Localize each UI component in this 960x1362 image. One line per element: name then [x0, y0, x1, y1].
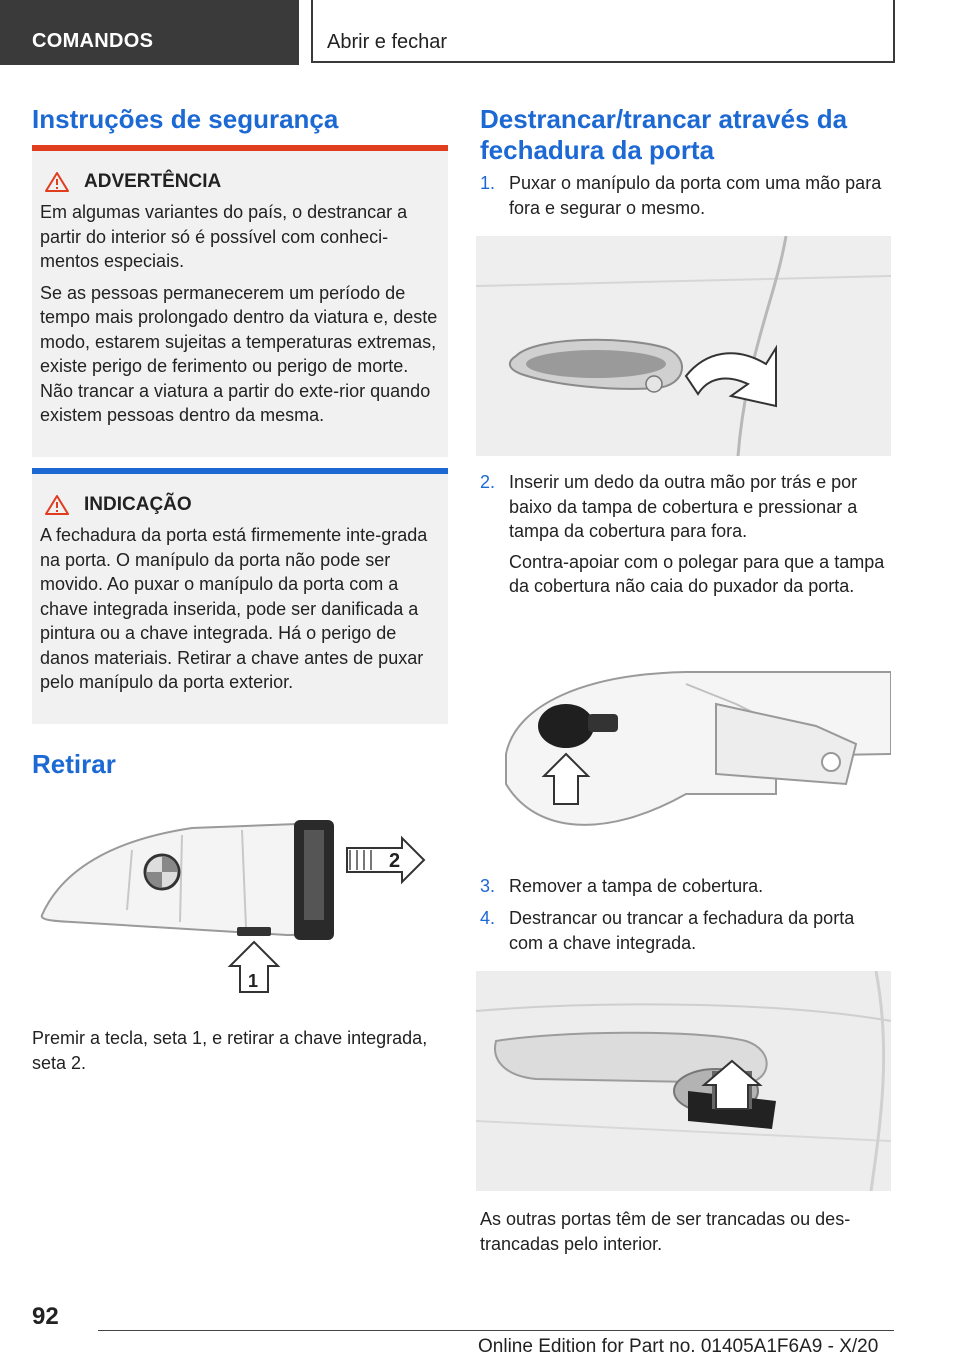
step-1-text: Puxar o manípulo da porta com uma mão para fora e segurar o mesmo.: [509, 173, 882, 218]
step-4-text: Destrancar ou trancar a fechadura da porta com a chave integrada.: [509, 908, 855, 953]
step-1-number: 1.: [480, 173, 496, 193]
remove-title: Retirar: [32, 749, 116, 779]
step-1: [480, 171, 890, 220]
note-box: [32, 468, 448, 724]
warning-label: ADVERTÊNCIA: [84, 171, 222, 192]
header-section-tab: [0, 0, 299, 65]
key-in-lock-illustration: [476, 971, 891, 1191]
cover-cap-illustration: [476, 664, 891, 844]
edition-text: Online Edition for Part no. 01405A1F6A9 - X/20: [478, 1336, 879, 1357]
warning-text-1: Em algumas variantes do país, o destrancar a partir do interior só é possível com conheci-mentos especiais.: [40, 202, 408, 271]
safety-title: Instruções de segurança: [32, 104, 339, 134]
header-chapter-box: [311, 0, 895, 63]
warning-box: [32, 145, 448, 457]
step-4: [480, 906, 890, 955]
warning-text-2: Se as pessoas permanecerem um período de tempo mais prolongado dentro da viatura e, deste modo, estarem sujeitas a temperaturas extremas, existe perigo de ferimento ou perigo de morte. Não trancar a viatura a partir do exte-rior quando existem pessoas dentro da mesma.: [40, 282, 438, 425]
step-2-extra-text: Contra-apoiar com o polegar para que a tampa da cobertura não caia do puxador da porta.: [509, 551, 885, 596]
page-number: 92: [32, 1303, 59, 1330]
warning-triangle-icon: [44, 171, 70, 193]
step-3: [480, 874, 890, 899]
step-3-number: 3.: [480, 876, 496, 896]
arrow-2-label: 2: [389, 850, 401, 872]
step-2-text: Inserir um dedo da outra mão por trás e por baixo da tampa de cobertura e pressionar a tampa da cobertura para fora.: [509, 472, 858, 541]
step-3-text: Remover a tampa de cobertura.: [509, 876, 764, 896]
door-handle-pull-illustration: [476, 236, 891, 456]
closing-text: As outras portas têm de ser trancadas ou des-trancadas pelo interior.: [480, 1209, 851, 1254]
header-section-label: COMANDOS: [32, 30, 154, 52]
key-removal-illustration: [32, 810, 448, 1010]
step-2: [480, 470, 890, 599]
step-4-number: 4.: [480, 908, 496, 928]
remove-instruction: Premir a tecla, seta 1, e retirar a chave integrada, seta 2.: [32, 1028, 428, 1073]
note-text: A fechadura da porta está firmemente inte-grada na porta. O manípulo da porta não pode ser movido. Ao puxar o manípulo da porta com a chave integrada inserida, pode ser danificada a pintura ou a chave integrada. Há o perigo de danos materiais. Retirar a chave antes de puxar pelo manípulo da porta exterior.: [40, 525, 428, 692]
unlock-title: Destrancar/trancar através da fechadura da porta: [480, 104, 848, 165]
note-label: INDICAÇÃO: [84, 494, 192, 515]
footer-divider: [98, 1330, 894, 1331]
header-chapter-label: Abrir e fechar: [327, 31, 448, 53]
warning-triangle-icon: [44, 494, 70, 516]
arrow-1-label: 1: [248, 971, 259, 991]
step-2-number: 2.: [480, 472, 496, 492]
